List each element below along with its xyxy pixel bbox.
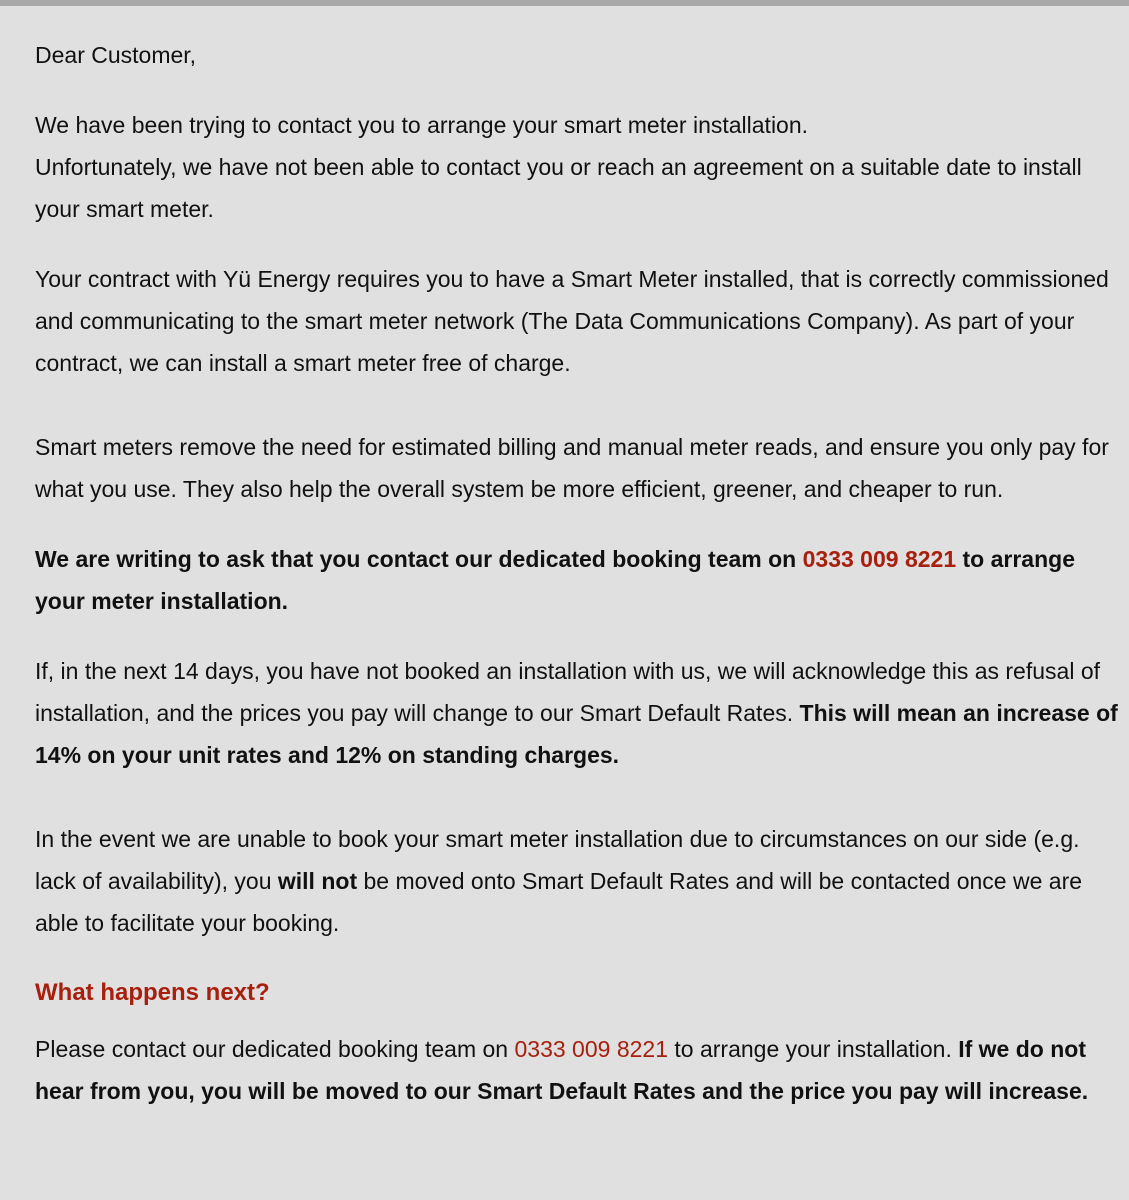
- default-rates-increase-text: This will mean an increase of 14% on your unit rates and 12% on standing charges.: [35, 700, 1118, 768]
- paragraph-contact-attempts-line1: We have been trying to contact you to arrange your smart meter installation.: [35, 112, 809, 138]
- availability-exception-text-end: be moved onto Smart Default Rates and will be contacted once we are able to facilitate your booking.: [35, 868, 1083, 936]
- greeting: Dear Customer,: [35, 42, 197, 68]
- availability-exception-text: In the event we are unable to book your smart meter installation due to circumstances on our side (e.g. lack of availability), you: [35, 826, 1080, 894]
- booking-phone-link[interactable]: 0333 009 8221: [802, 546, 957, 572]
- booking-request-text-end: to arrange your meter installation.: [35, 546, 1075, 614]
- paragraph-next-steps: [35, 1028, 1120, 1112]
- next-steps-warning: If we do not hear from you, you will be moved to our Smart Default Rates and the price you pay will increase.: [35, 1036, 1089, 1104]
- paragraph-contact-attempts: [35, 104, 1120, 230]
- next-steps-text: Please contact our dedicated booking team on: [35, 1036, 515, 1062]
- availability-exception-emphasis: will not: [277, 868, 358, 894]
- section-heading-next-steps: What happens next?: [35, 979, 270, 1006]
- paragraph-contact-attempts-line2: Unfortunately, we have not been able to contact you or reach an agreement on a suitable date to install your smart meter.: [35, 154, 1082, 222]
- email-body: [35, 34, 1120, 1140]
- paragraph-booking-request: [35, 538, 1120, 622]
- paragraph-availability-exception: [35, 818, 1120, 944]
- paragraph-default-rates-warning: [35, 650, 1120, 776]
- next-steps-text-mid: to arrange your installation.: [668, 1036, 959, 1062]
- default-rates-warning-text: If, in the next 14 days, you have not booked an installation with us, we will acknowledge this as refusal of installation, and the prices you pay will change to our Smart Default Rates.: [35, 658, 1101, 726]
- paragraph-smart-meter-benefits: Smart meters remove the need for estimated billing and manual meter reads, and ensure you only pay for what you use. They also help the overall system be more efficient, greener, and cheaper to run.: [35, 434, 1109, 502]
- top-border: [0, 0, 1129, 6]
- next-steps-phone-link[interactable]: 0333 009 8221: [514, 1036, 668, 1062]
- booking-request-text: We are writing to ask that you contact our dedicated booking team on: [35, 546, 803, 572]
- paragraph-contract-requirement: Your contract with Yü Energy requires you to have a Smart Meter installed, that is correctly commissioned and communicating to the smart meter network (The Data Communications Company). As part of your contract, we can install a smart meter free of charge.: [35, 266, 1109, 376]
